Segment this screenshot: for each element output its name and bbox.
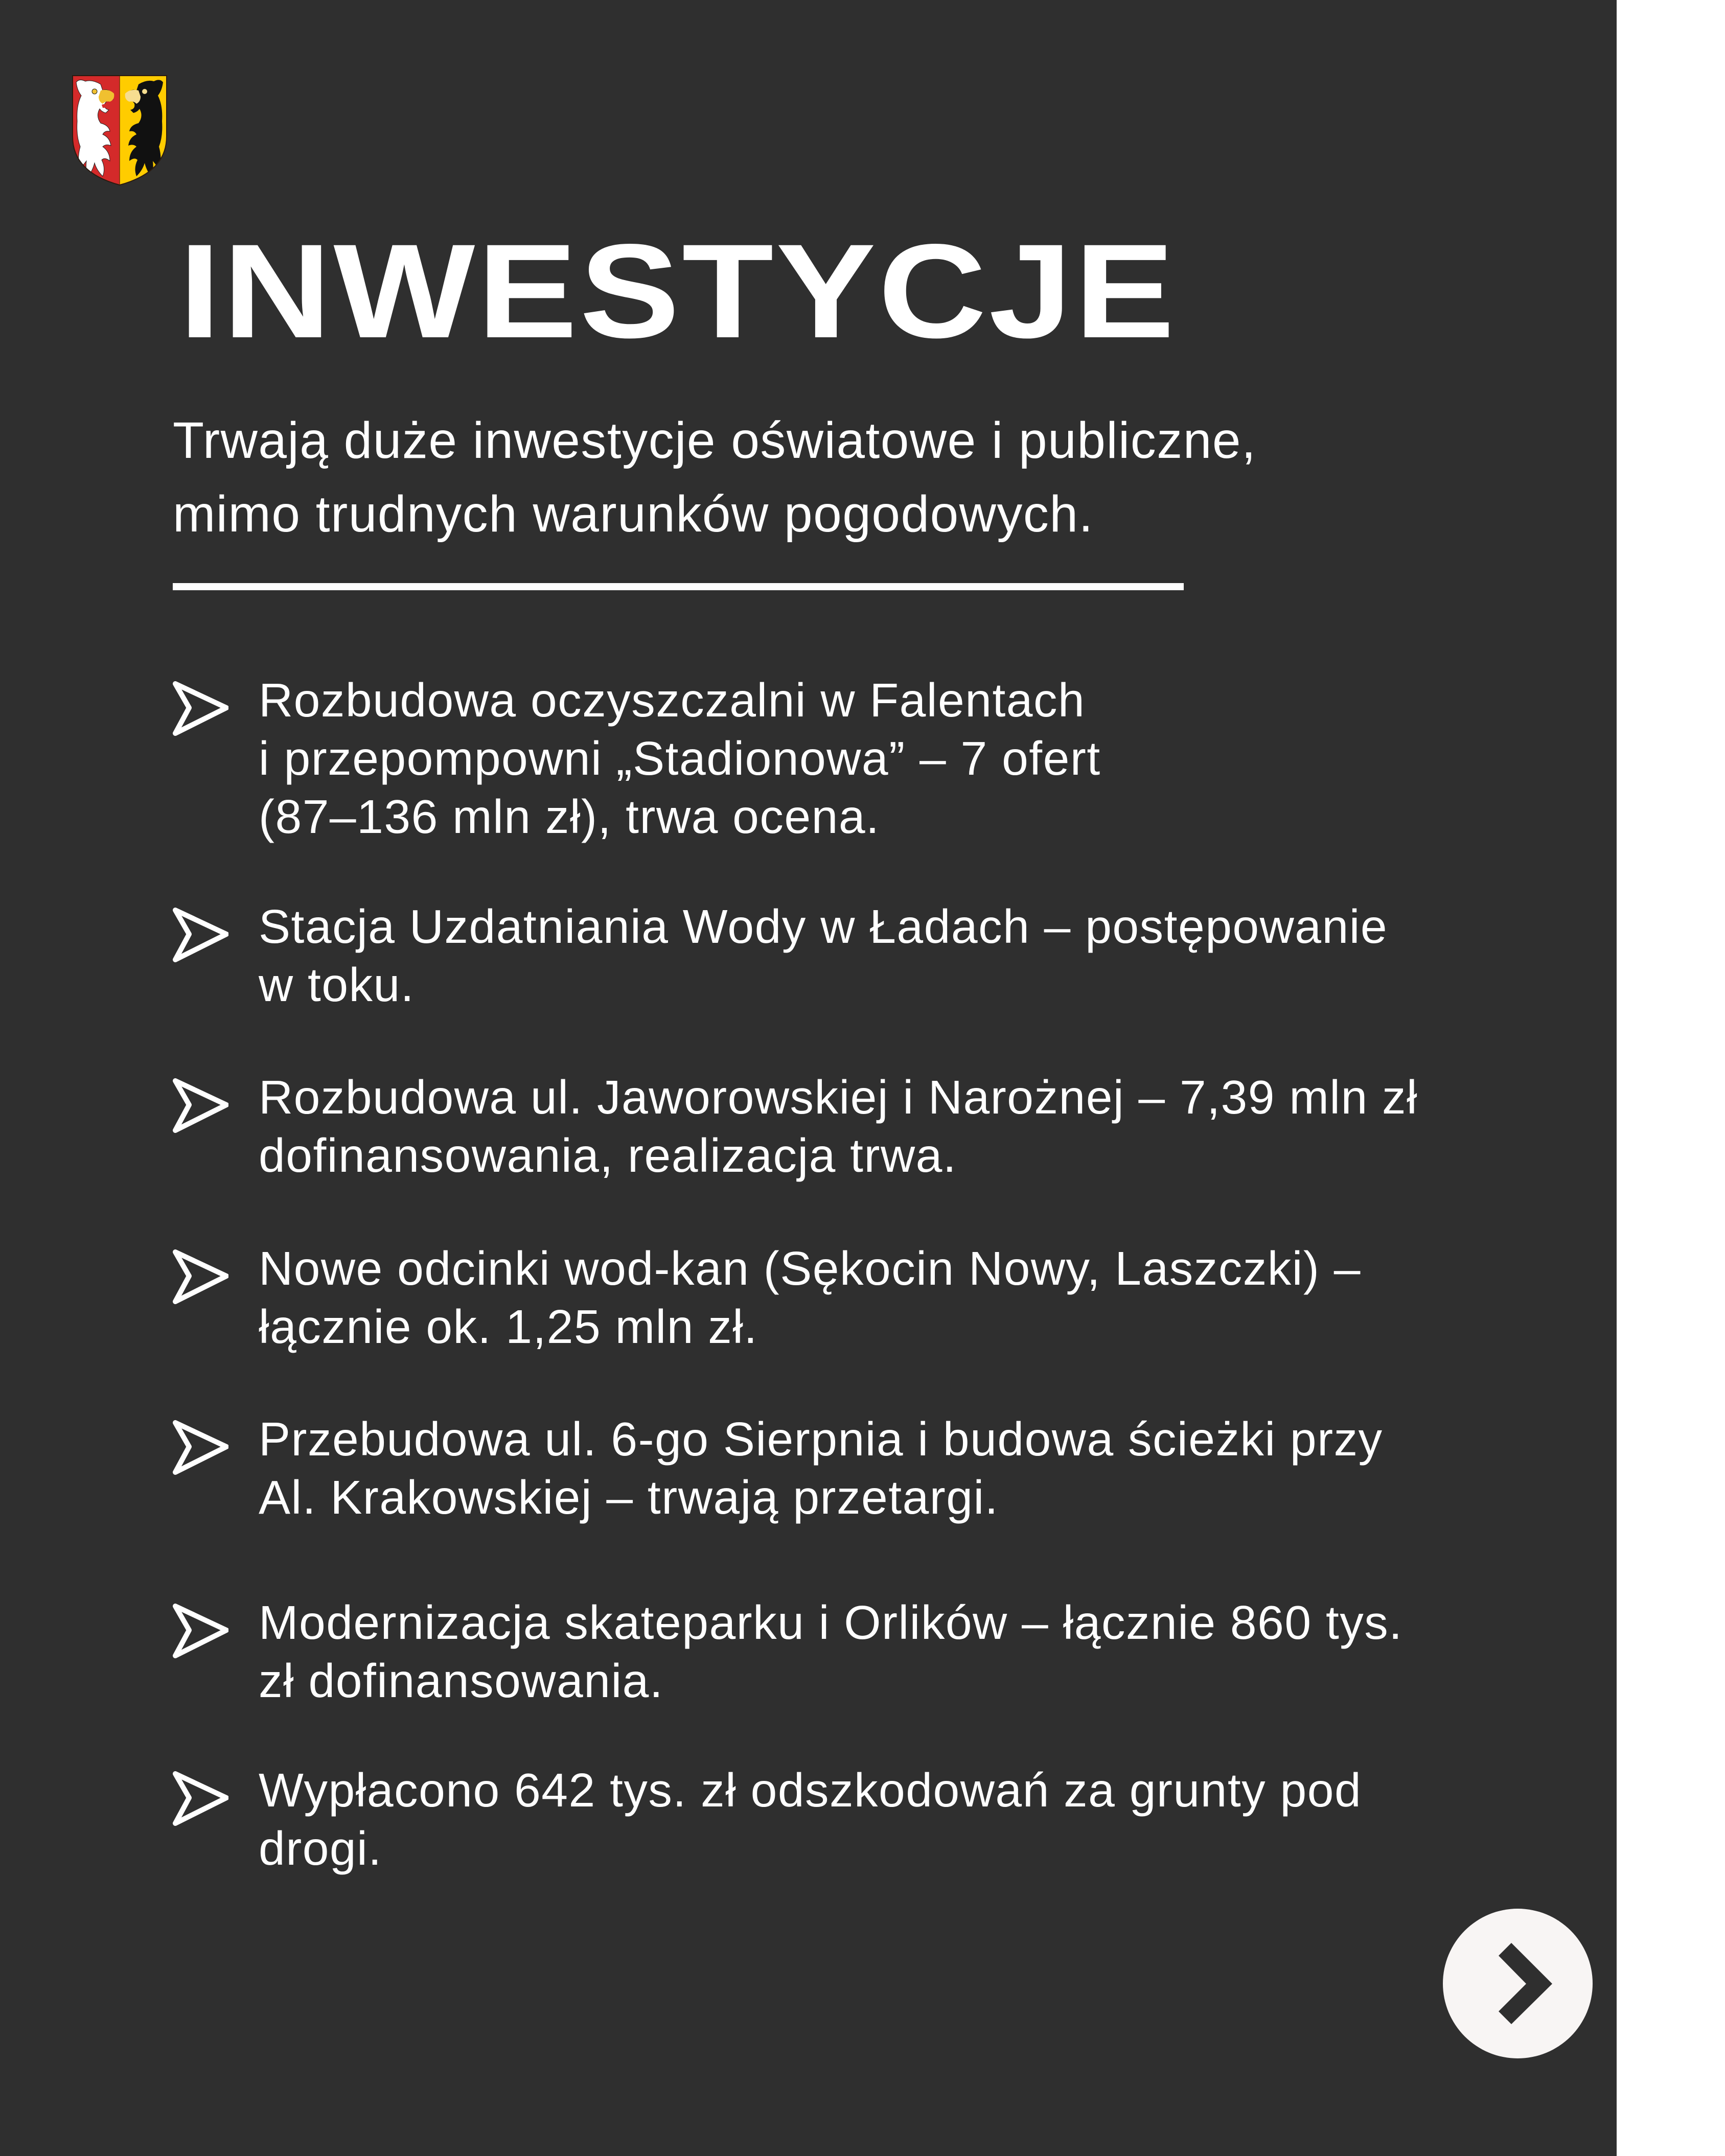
list-item-line: łącznie ok. 1,25 mln zł. bbox=[259, 1300, 758, 1353]
page-title: INWESTYCJE bbox=[179, 216, 1177, 366]
list-item-line: Przebudowa ul. 6-go Sierpnia i budowa ścieżki przy bbox=[259, 1412, 1383, 1466]
arrow-right-outline-icon bbox=[172, 908, 228, 963]
list-item-text bbox=[259, 1239, 1361, 1356]
next-slide-button[interactable] bbox=[1443, 1909, 1593, 2058]
list-item-line: Rozbudowa ul. Jaworowskiej i Narożnej – 7,39 mln zł bbox=[259, 1071, 1418, 1124]
arrow-right-outline-icon bbox=[172, 1771, 228, 1826]
list-item-text bbox=[259, 1761, 1362, 1877]
list-item-text bbox=[259, 671, 1101, 846]
page-subtitle bbox=[173, 404, 1256, 551]
list-item-line: Rozbudowa oczyszczalni w Falentach bbox=[259, 674, 1086, 727]
list-item-line: (87–136 mln zł), trwa ocena. bbox=[259, 790, 880, 843]
list-item-line: Wypłacono 642 tys. zł odszkodowań za grunty pod bbox=[259, 1764, 1362, 1817]
list-item-line: i przepompowni „Stadionowa” – 7 ofert bbox=[259, 732, 1101, 785]
list-item-line: Al. Krakowskiej – trwają przetargi. bbox=[259, 1471, 999, 1524]
coat-of-arms-icon bbox=[72, 75, 167, 186]
list-item-line: Modernizacja skateparku i Orlików – łącznie 860 tys. bbox=[259, 1596, 1403, 1649]
subtitle-line: Trwają duże inwestycje oświatowe i publiczne, bbox=[173, 412, 1257, 469]
chevron-right-icon bbox=[1443, 1909, 1593, 2058]
divider bbox=[173, 583, 1184, 590]
list-item-line: Nowe odcinki wod-kan (Sękocin Nowy, Laszczki) – bbox=[259, 1242, 1361, 1295]
list-item-line: w toku. bbox=[259, 958, 415, 1011]
arrow-right-outline-icon bbox=[172, 681, 228, 736]
subtitle-line: mimo trudnych warunków pogodowych. bbox=[173, 485, 1094, 543]
arrow-right-outline-icon bbox=[172, 1604, 228, 1659]
list-item-text bbox=[259, 1068, 1418, 1185]
list-item-line: Stacja Uzdatniania Wody w Ładach – postępowanie bbox=[259, 900, 1388, 953]
list-item-line: zł dofinansowania. bbox=[259, 1654, 664, 1707]
list-item-text bbox=[259, 1593, 1403, 1710]
arrow-right-outline-icon bbox=[172, 1078, 228, 1133]
list-item-line: dofinansowania, realizacja trwa. bbox=[259, 1129, 957, 1182]
arrow-right-outline-icon bbox=[172, 1420, 228, 1475]
list-item-line: drogi. bbox=[259, 1822, 382, 1875]
list-item-text bbox=[259, 897, 1388, 1014]
list-item-text bbox=[259, 1410, 1383, 1526]
arrow-right-outline-icon bbox=[172, 1249, 228, 1305]
